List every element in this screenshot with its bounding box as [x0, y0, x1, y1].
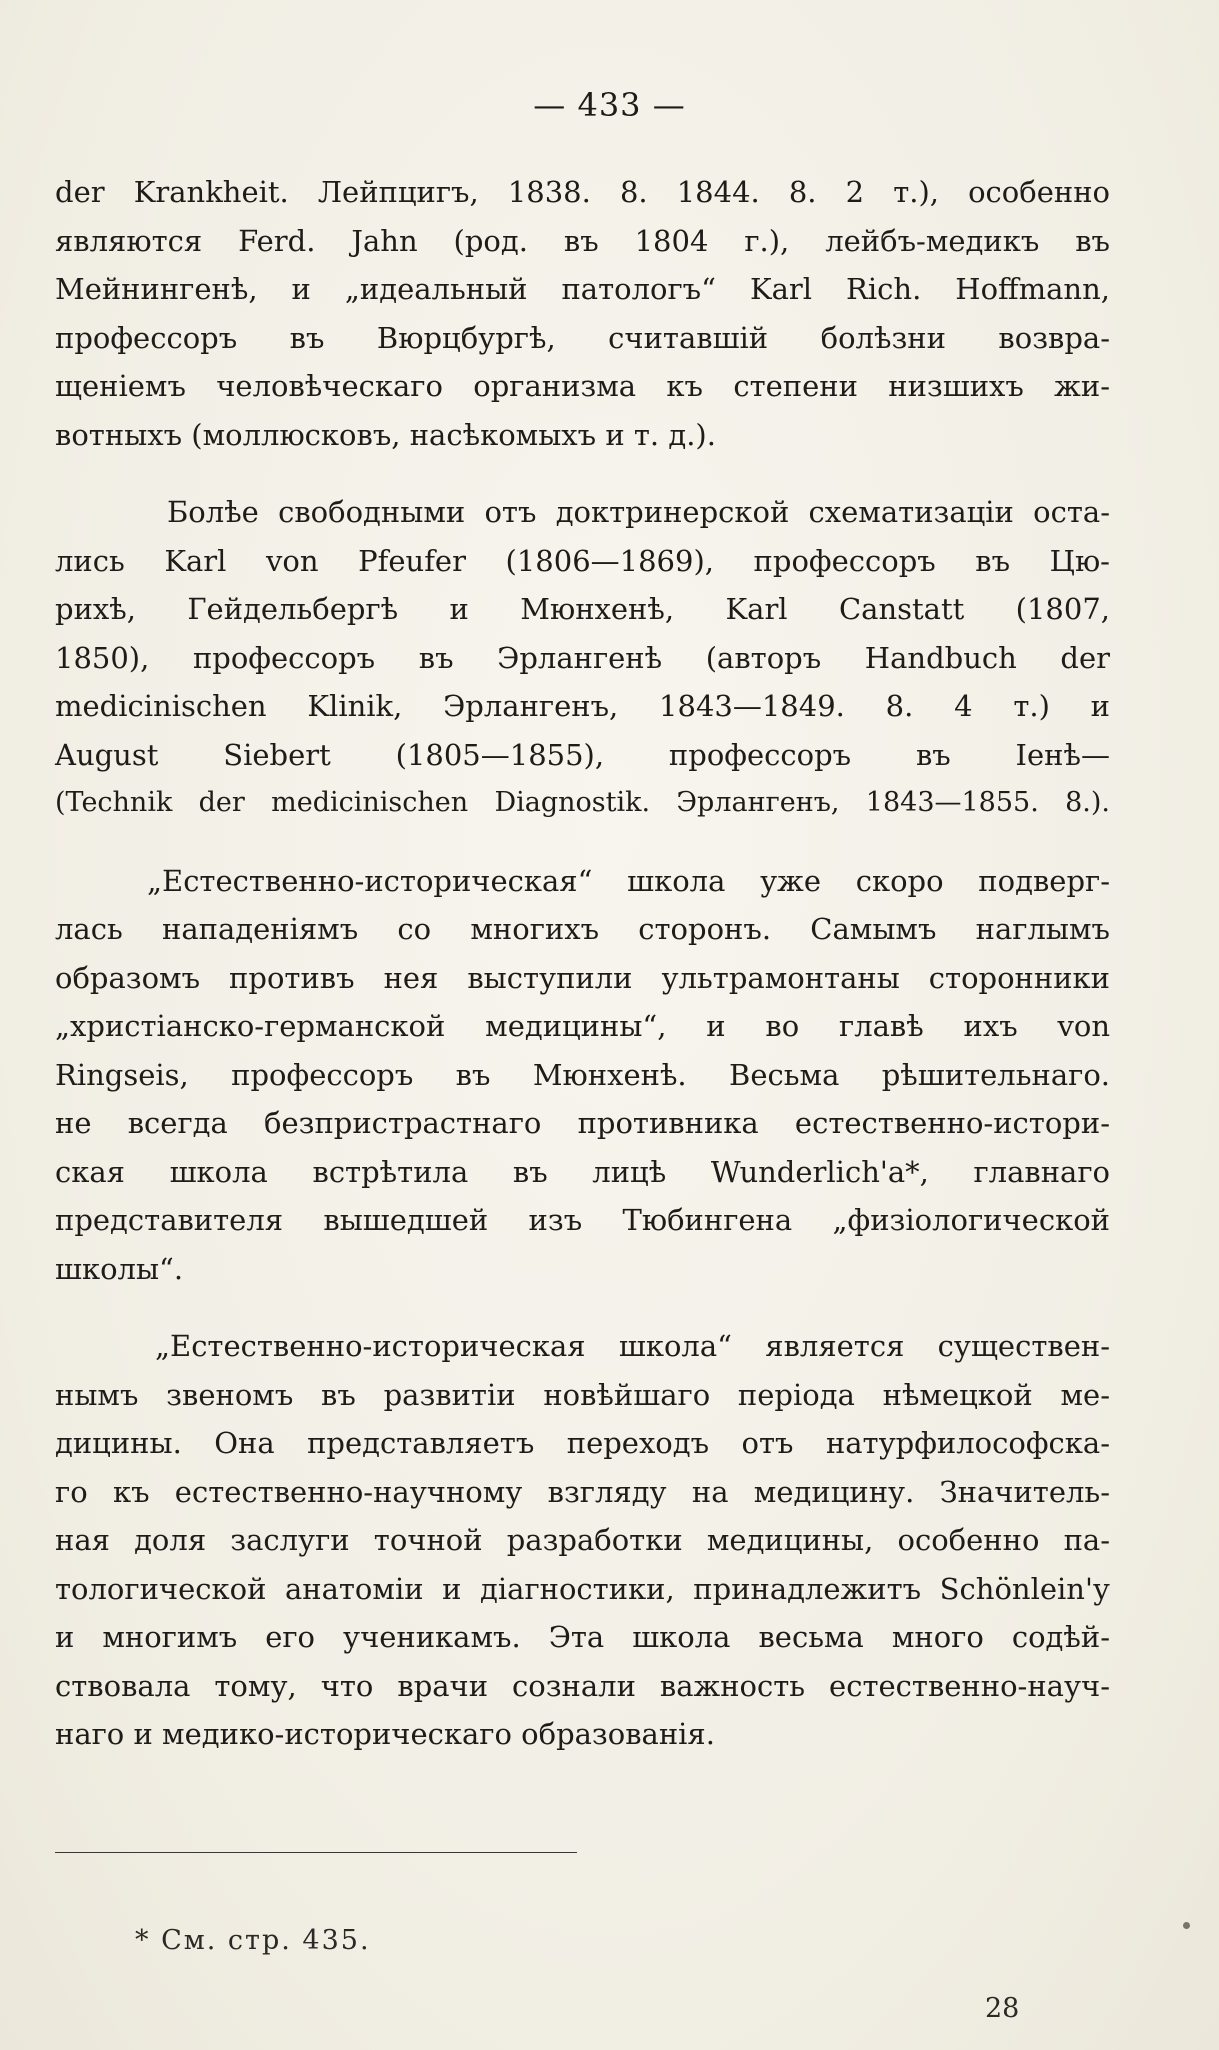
text-line: вотныхъ (моллюсковъ, насѣкомыхъ и т. д.).	[55, 417, 716, 452]
text-line: нымъ звеномъ въ развитiи новѣйшаго перiода нѣмецкой ме-	[55, 1377, 1110, 1412]
paragraph-4	[55, 1322, 1110, 1759]
text-line: лась нападенiямъ со многихъ сторонъ. Самымъ наглымъ	[55, 912, 1110, 946]
text-line: ная доля заслуги точной разработки медицины, особенно па-	[55, 1523, 1110, 1557]
text-line: рихѣ, Гейдельбергѣ и Мюнхенѣ, Karl Canstatt (1807,	[55, 592, 1110, 626]
text-line: Болѣе свободными отъ доктринерской схематизацiи оста-	[167, 495, 1110, 529]
text-line: дицины. Она представляетъ переходъ отъ натурфилософска-	[55, 1426, 1110, 1460]
text-line: представителя вышедшей изъ Тюбингена „физiологической	[55, 1203, 1110, 1237]
text-line: medicinischen Klinik, Эрлангенъ, 1843—1849. 8. 4 т.) и	[55, 689, 1110, 723]
paragraph-1	[55, 168, 1110, 459]
text-line: ствовала тому, что врачи сознали важность естественно-науч-	[55, 1668, 1110, 1703]
text-line: щенiемъ человѣческаго организма къ степени низшихъ жи-	[55, 369, 1110, 403]
text-line: ская школа встрѣтила въ лицѣ Wunderlich'a*, главнаго	[55, 1154, 1110, 1189]
text-line: школы“.	[55, 1251, 184, 1286]
text-line: образомъ противъ нея выступили ультрамонтаны сторонники	[55, 960, 1110, 995]
body-text	[55, 168, 1110, 1788]
paper-speck	[1183, 1922, 1190, 1929]
text-line: „Естественно-историческая школа“ является существен-	[155, 1329, 1110, 1363]
text-line: August Siebert (1805—1855), профессоръ въ Iенѣ—	[55, 737, 1110, 772]
text-line: „христiанско-германской медицины“, и во главѣ ихъ von	[55, 1009, 1110, 1043]
text-line: лись Karl von Pfeufer (1806—1869), профессоръ въ Цю-	[55, 543, 1110, 578]
text-line: профессоръ въ Вюрцбургѣ, считавшiй болѣзни возвра-	[55, 320, 1110, 355]
page-number-header: — 433 —	[533, 86, 686, 124]
text-line: являются Ferd. Jahn (род. въ 1804 г.), лейбъ-медикъ въ	[55, 223, 1110, 258]
paragraph-2	[55, 488, 1110, 828]
text-line: (Technik der medicinischen Diagnostik. Эрлангенъ, 1843—1855. 8.).	[55, 787, 1110, 818]
text-line: тологической анатомiи и дiагностики, принадлежитъ Schönlein'у	[55, 1571, 1110, 1606]
printer-signature: 28	[985, 1993, 1020, 2024]
text-line: го къ естественно-научному взгляду на медицину. Значитель-	[55, 1474, 1110, 1509]
text-line: Ringseis, профессоръ въ Мюнхенѣ. Весьма рѣшительнаго.	[55, 1057, 1110, 1092]
text-line: и многимъ его ученикамъ. Эта школа весьма много содѣй-	[55, 1620, 1110, 1654]
text-line: не всегда безпристрастнаго противника естественно-истори-	[55, 1106, 1110, 1140]
footnote-divider	[55, 1852, 577, 1853]
text-line: наго и медико-историческаго образованiя.	[55, 1717, 715, 1751]
text-line: der Krankheit. Лейпцигъ, 1838. 8. 1844. 8. 2 т.), особенно	[55, 175, 1110, 209]
text-line: „Естественно-историческая“ школа уже скоро подверг-	[147, 863, 1110, 898]
footnote: * См. стр. 435.	[135, 1925, 371, 1956]
paragraph-3	[55, 857, 1110, 1294]
text-line: Мейнингенѣ, и „идеальный патологъ“ Karl Rich. Hoffmann,	[55, 272, 1110, 306]
text-line: 1850), профессоръ въ Эрлангенѣ (авторъ Handbuch der	[55, 640, 1110, 675]
